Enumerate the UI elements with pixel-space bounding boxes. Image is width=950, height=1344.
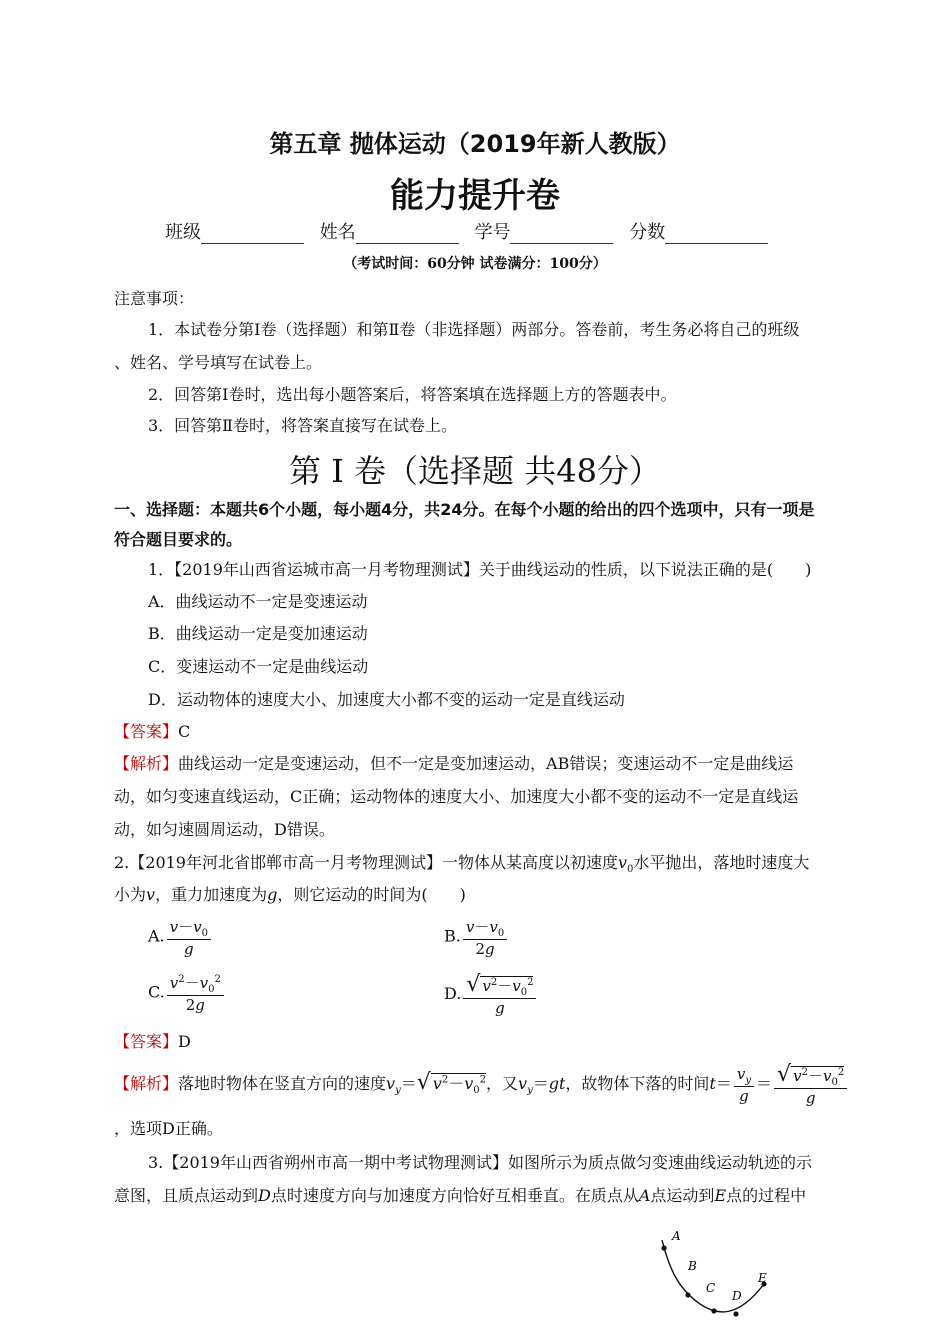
point-d-label: D [732,1289,742,1303]
note-item-3: 3．回答第Ⅱ卷时，将答案直接写在试卷上。 [148,416,458,435]
q1-option-d: D．运动物体的速度大小、加速度大小都不变的运动一定是直线运动 [148,690,625,709]
q1-answer [114,719,190,742]
point-b-label: B [688,1259,697,1273]
answer-value: D [178,1032,191,1051]
note-item-1: 1．本试卷分第Ⅰ卷（选择题）和第Ⅱ卷（非选择题）两部分。答卷前，考生务必将自己的班级 [148,320,800,339]
score-label: 分数 [629,222,666,243]
trajectory-figure [640,1222,800,1332]
q1-analysis: 【解析】曲线运动一定是变速运动，但不一定是变加速运动，AB错误；变速运动不一定是曲线运 [114,754,794,773]
q1-option-b: B．曲线运动一定是变加速运动 [148,624,368,643]
section-instructions-cont: 符合题目要求的。 [114,530,243,549]
q3-stem-cont: 意图，且质点运动到D点时速度方向与加速度方向恰好互相垂直。在质点从A点运动到E点的过程中 [114,1186,807,1205]
q1-stem: 1．【2019年山西省运城市高一月考物理测试】关于曲线运动的性质，以下说法正确的是( ) [148,560,812,579]
exam-info: （考试时间：60分钟 试卷满分：100分） [343,256,607,272]
main-title: 能力提升卷 [390,176,560,216]
point-a-label: A [672,1229,681,1243]
q2-option-a: A. $\frac{v-v_0}{g}$ [148,916,213,958]
point-d-marker [733,1311,738,1316]
q2-option-b: B. $\frac{v-v_0}{2g}$ [444,916,509,958]
name-blank [356,225,459,244]
q2-analysis-cont: ，选项D正确。 [114,1119,223,1138]
note-item-1-cont: 、姓名、学号填写在试卷上。 [114,353,323,372]
name-label: 姓名 [319,222,356,243]
student-info-fields [165,218,778,244]
chapter-title: 第五章 抛体运动（2019年新人教版） [269,130,681,158]
point-c-label: C [706,1281,716,1295]
q2-option-d: D. $\frac{√ v^2-v_0^2}{g}$ [444,972,538,1017]
point-e-label: E [758,1271,767,1285]
q2-option-c: C. $\frac{v^2-v_0^2}{2g}$ [148,972,226,1014]
trajectory-curve [662,1240,764,1312]
class-label: 班级 [165,222,201,243]
analysis-label: 【解析】 [114,754,179,773]
note-item-2: 2．回答第Ⅰ卷时，选出每小题答案后，将答案填在选择题上方的答题表中。 [148,385,677,404]
point-a-marker [661,1245,666,1250]
section-title: 第 I 卷（选择题 共48分） [289,452,661,490]
q1-analysis-cont2: 动，如匀速圆周运动，D错误。 [114,820,335,839]
q1-option-c: C．变速运动不一定是曲线运动 [148,657,369,676]
section-instructions: 一、选择题：本题共6个小题，每小题4分，共24分。在每个小题的给出的四个选项中，只有一项是 [114,500,815,519]
q2-stem: 2.【2019年河北省邯郸市高一月考物理测试】一物体从某高度以初速度$v_0$水平抛出，落地时速度大 [114,853,810,876]
q2-stem-cont: 小为v，重力加速度为g，则它运动的时间为( ) [114,885,466,904]
score-blank [665,225,768,244]
answer-label: 【答案】 [114,1032,179,1051]
answer-value: C [178,722,191,741]
q2-answer [114,1029,191,1052]
notes-heading: 注意事项： [114,289,195,308]
student-id-label: 学号 [474,222,511,243]
q2-analysis: 【解析】落地时物体在竖直方向的速度$v_y=√$ $v^2-v_0^2$，又$v_y=gt$，故物体下落的时间t＝ $\frac{v_y}{g}$ ＝ $\frac{√ v^2-v_0^2}{g}$ [114,1062,849,1107]
point-b-marker [685,1292,690,1297]
class-blank [201,225,304,244]
q1-option-a: A．曲线运动不一定是变速运动 [148,592,368,611]
student-id-blank [510,225,613,244]
q1-analysis-cont: 动，如匀变速直线运动，C正确；运动物体的速度大小、加速度大小都不变的运动不一定是直线运 [114,787,799,806]
answer-label: 【答案】 [114,722,179,741]
point-c-marker [711,1308,716,1313]
q3-stem: 3.【2019年山西省朔州市高一期中考试物理测试】如图所示为质点做匀变速曲线运动轨迹的示 [148,1153,812,1172]
analysis-label: 【解析】 [114,1074,179,1093]
